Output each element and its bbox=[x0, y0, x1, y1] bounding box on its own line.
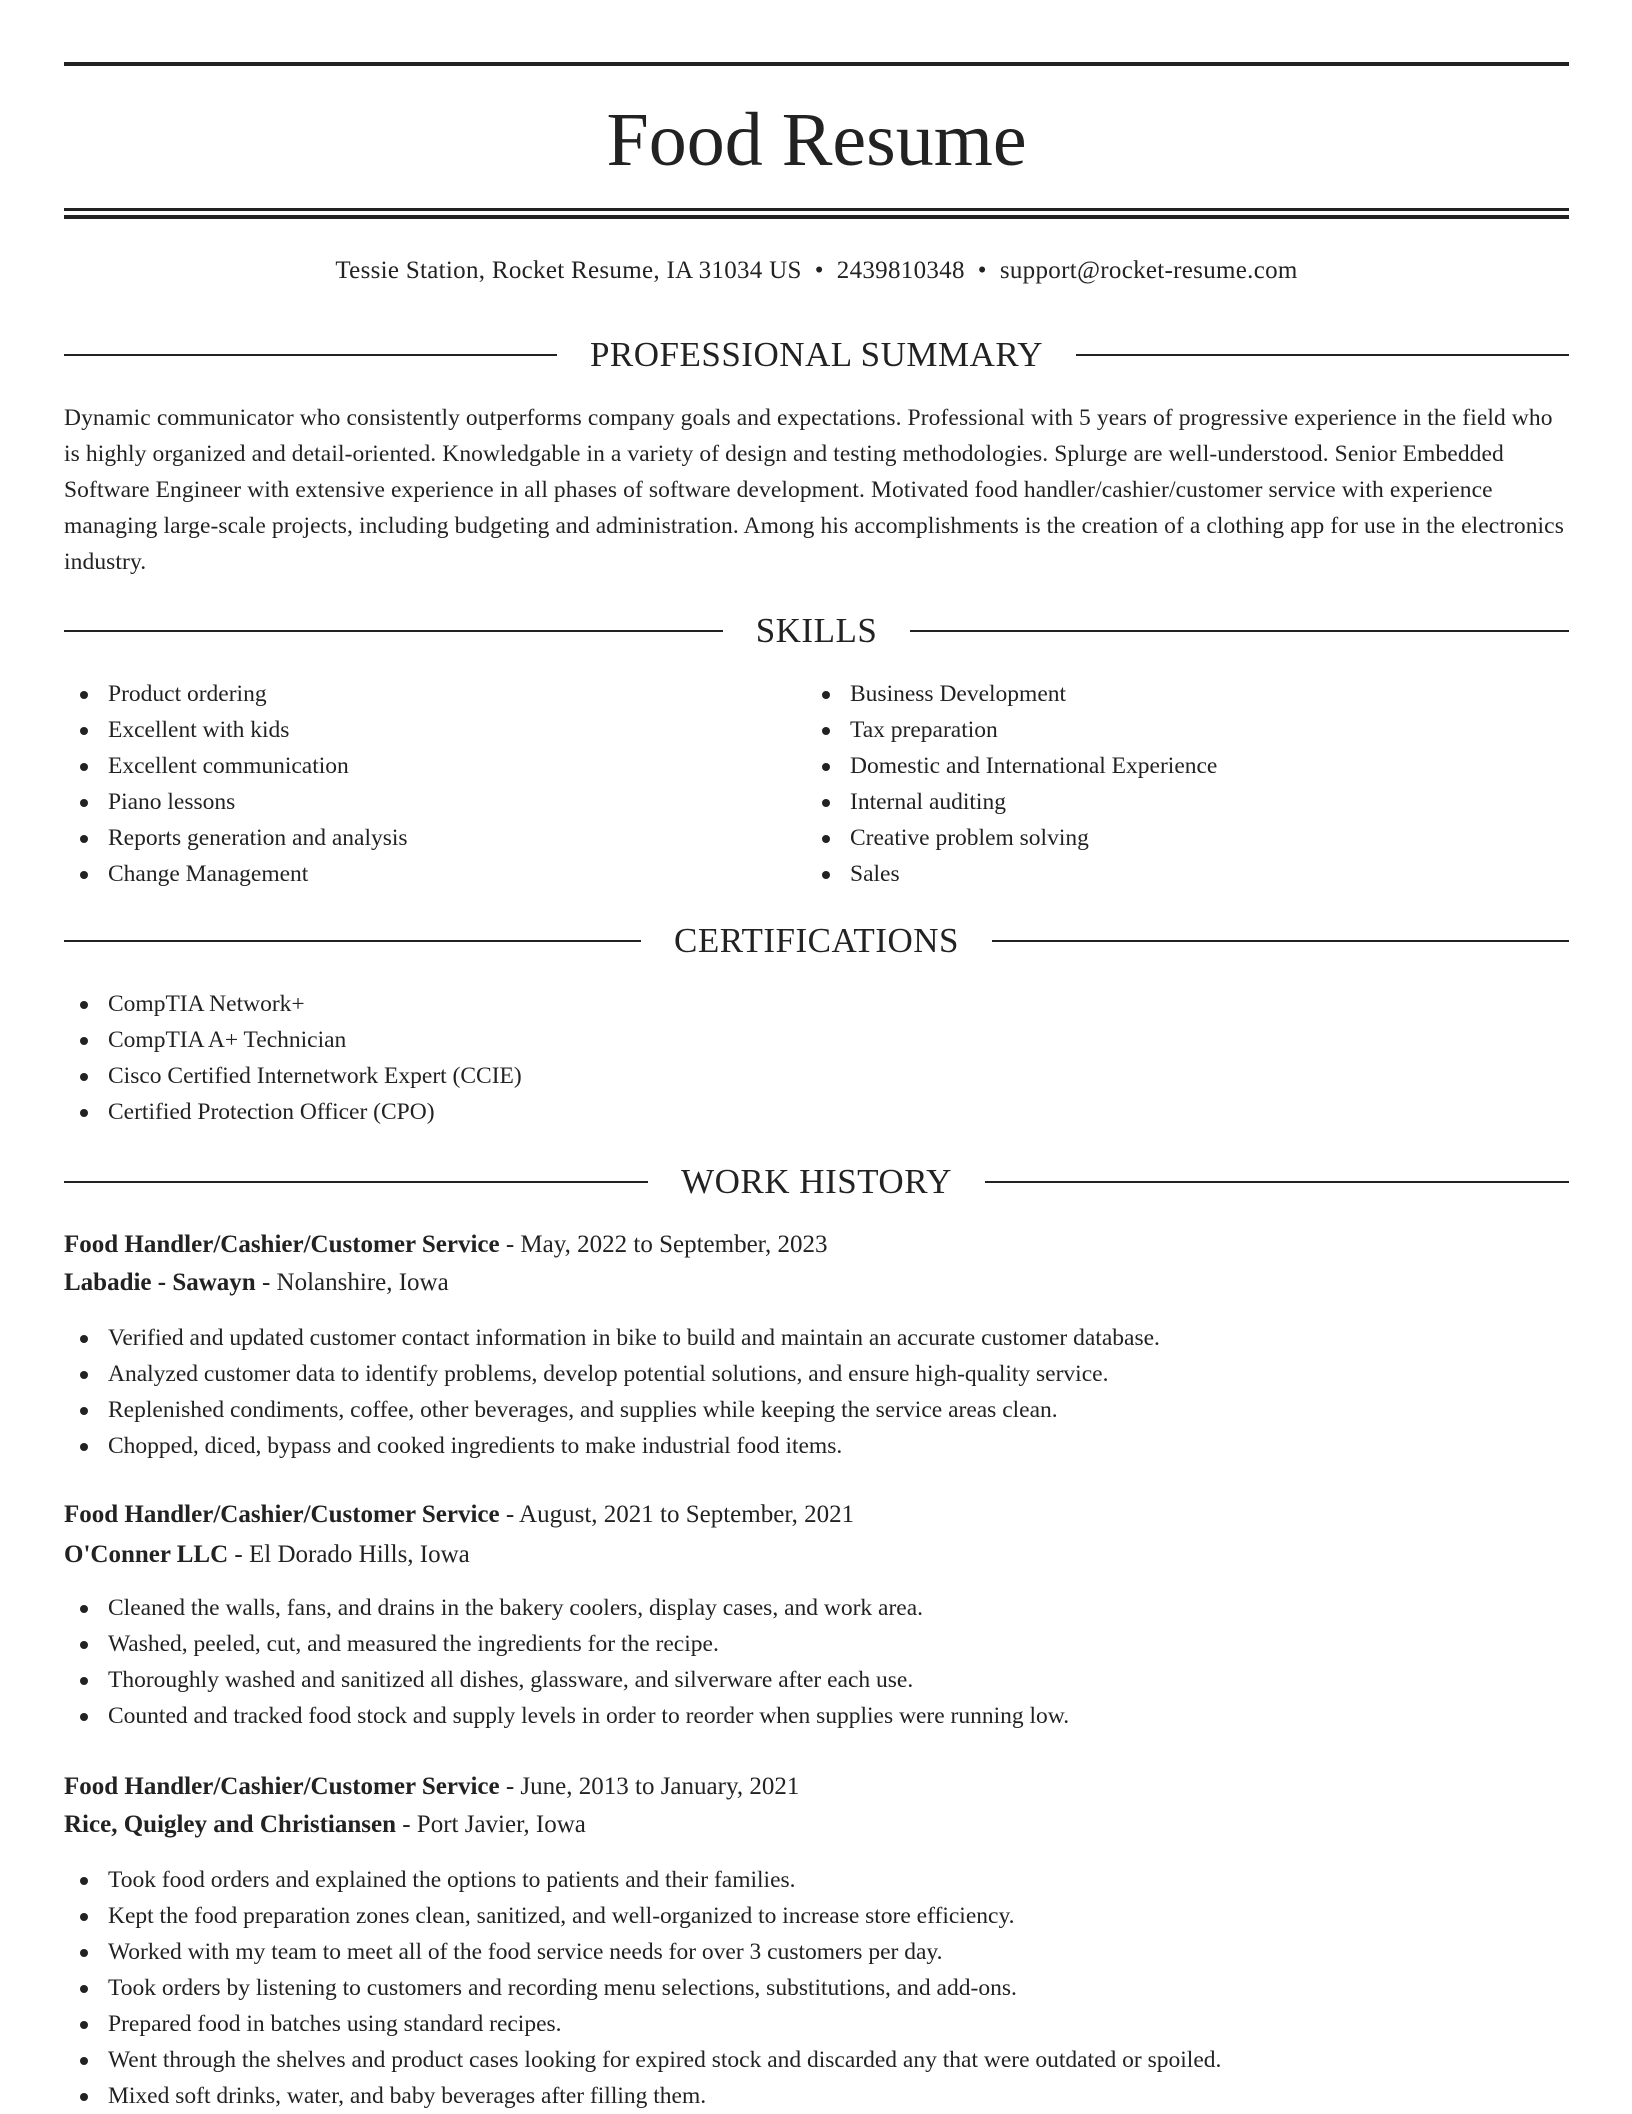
heading-rule bbox=[64, 630, 723, 632]
skills-list-right bbox=[806, 676, 1566, 892]
summary-heading: PROFESSIONAL SUMMARY bbox=[589, 335, 1044, 374]
contact-address: Tessie Station, Rocket Resume, IA 31034 US bbox=[335, 257, 802, 284]
job-bullet: Verified and updated customer contact information in bike to build and maintain an accurate customer database. bbox=[64, 1320, 1569, 1356]
heading-rule bbox=[64, 940, 641, 942]
job-bullet: Thoroughly washed and sanitized all dishes, glassware, and silverware after each use. bbox=[64, 1662, 1569, 1698]
job-dates: - June, 2013 to January, 2021 bbox=[499, 1773, 800, 1800]
certifications-section-heading bbox=[64, 918, 1569, 964]
skill-item: Tax preparation bbox=[806, 712, 1566, 748]
job-company-line bbox=[64, 1265, 449, 1301]
job-bullet: Washed, peeled, cut, and measured the ingredients for the recipe. bbox=[64, 1626, 1569, 1662]
skill-item: Internal auditing bbox=[806, 784, 1566, 820]
top-rule bbox=[64, 62, 1569, 66]
job-bullet: Mixed soft drinks, water, and baby beverages after filling them. bbox=[64, 2078, 1569, 2114]
skill-item: Creative problem solving bbox=[806, 820, 1566, 856]
skill-item: Piano lessons bbox=[64, 784, 804, 820]
skill-item: Sales bbox=[806, 856, 1566, 892]
name-rule-lower bbox=[64, 215, 1569, 219]
summary-section-heading bbox=[64, 332, 1569, 378]
job-bullet: Took orders by listening to customers and recording menu selections, substitutions, and add-ons. bbox=[64, 1970, 1569, 2006]
job-bullet: Replenished condiments, coffee, other beverages, and supplies while keeping the service areas clean. bbox=[64, 1392, 1569, 1428]
contact-email: support@rocket-resume.com bbox=[999, 257, 1298, 284]
job-title: Food Handler/Cashier/Customer Service bbox=[64, 1231, 500, 1258]
job-bullet: Analyzed customer data to identify problems, develop potential solutions, and ensure high-quality service. bbox=[64, 1356, 1569, 1392]
job-company-line bbox=[64, 1537, 470, 1573]
job-title-line bbox=[64, 1769, 799, 1805]
job-bullet: Went through the shelves and product cases looking for expired stock and discarded any that were outdated or spoiled. bbox=[64, 2042, 1569, 2078]
certifications-heading: CERTIFICATIONS bbox=[674, 921, 959, 960]
job-bullets bbox=[64, 1862, 1569, 2114]
job-bullet: Worked with my team to meet all of the food service needs for over 3 customers per day. bbox=[64, 1934, 1569, 1970]
certification-item: Cisco Certified Internetwork Expert (CCIE) bbox=[64, 1058, 1569, 1094]
certifications-list bbox=[64, 986, 1569, 1130]
certification-item: CompTIA Network+ bbox=[64, 986, 1569, 1022]
skill-item: Change Management bbox=[64, 856, 804, 892]
skill-item: Excellent with kids bbox=[64, 712, 804, 748]
job-bullet: Counted and tracked food stock and supply levels in order to reorder when supplies were running low. bbox=[64, 1698, 1569, 1734]
work-section-heading bbox=[64, 1159, 1569, 1205]
contact-separator: • bbox=[814, 257, 824, 284]
skills-section-heading bbox=[64, 608, 1569, 654]
heading-rule bbox=[992, 940, 1569, 942]
job-bullets bbox=[64, 1590, 1569, 1734]
contact-phone: 2439810348 bbox=[836, 257, 965, 284]
job-title: Food Handler/Cashier/Customer Service bbox=[64, 1773, 500, 1800]
contact-line bbox=[64, 254, 1569, 288]
certification-item: Certified Protection Officer (CPO) bbox=[64, 1094, 1569, 1130]
name-rule-upper bbox=[64, 208, 1569, 211]
job-bullet: Cleaned the walls, fans, and drains in the bakery coolers, display cases, and work area. bbox=[64, 1590, 1569, 1626]
job-company: Labadie - Sawayn bbox=[64, 1269, 256, 1296]
job-bullet: Chopped, diced, bypass and cooked ingredients to make industrial food items. bbox=[64, 1428, 1569, 1464]
skill-item: Domestic and International Experience bbox=[806, 748, 1566, 784]
skills-list-left bbox=[64, 676, 804, 892]
job-location: - Nolanshire, Iowa bbox=[255, 1269, 449, 1296]
job-location: - Port Javier, Iowa bbox=[395, 1811, 586, 1838]
job-title-line bbox=[64, 1497, 854, 1533]
job-title-line bbox=[64, 1227, 828, 1263]
job-company-line bbox=[64, 1807, 586, 1843]
summary-text: Dynamic communicator who consistently outperforms company goals and expectations. Professional with 5 years of progressive experience in the field who is highly organized and detail-oriented. Knowledgable in a variety of design and testing methodologies. Splurge are well-understood. Senior Embedded Software Engineer with extensive experience in all phases of software development. Motivated food handler/cashier/customer service with experience managing large-scale projects, including budgeting and administration. Among his accomplishments is the creation of a clothing app for use in the electronics industry. bbox=[64, 405, 1564, 575]
heading-rule bbox=[64, 1181, 648, 1183]
heading-rule bbox=[910, 630, 1569, 632]
job-dates: - May, 2022 to September, 2023 bbox=[499, 1231, 828, 1258]
heading-rule bbox=[1076, 354, 1569, 356]
job-bullets bbox=[64, 1320, 1569, 1464]
job-company: O'Conner LLC bbox=[64, 1541, 229, 1568]
job-bullet: Kept the food preparation zones clean, sanitized, and well-organized to increase store efficiency. bbox=[64, 1898, 1569, 1934]
job-dates: - August, 2021 to September, 2021 bbox=[499, 1501, 855, 1528]
job-bullet: Took food orders and explained the options to patients and their families. bbox=[64, 1862, 1569, 1898]
certification-item: CompTIA A+ Technician bbox=[64, 1022, 1569, 1058]
skill-item: Product ordering bbox=[64, 676, 804, 712]
job-title: Food Handler/Cashier/Customer Service bbox=[64, 1501, 500, 1528]
heading-rule bbox=[64, 354, 557, 356]
job-company: Rice, Quigley and Christiansen bbox=[64, 1811, 396, 1838]
heading-rule bbox=[985, 1181, 1569, 1183]
skill-item: Excellent communication bbox=[64, 748, 804, 784]
skills-heading: SKILLS bbox=[755, 611, 878, 650]
skill-item: Business Development bbox=[806, 676, 1566, 712]
work-heading: WORK HISTORY bbox=[681, 1162, 952, 1201]
job-bullet: Prepared food in batches using standard recipes. bbox=[64, 2006, 1569, 2042]
resume-name: Food Resume bbox=[606, 98, 1027, 182]
job-location: - El Dorado Hills, Iowa bbox=[228, 1541, 470, 1568]
contact-separator: • bbox=[977, 257, 987, 284]
skill-item: Reports generation and analysis bbox=[64, 820, 804, 856]
